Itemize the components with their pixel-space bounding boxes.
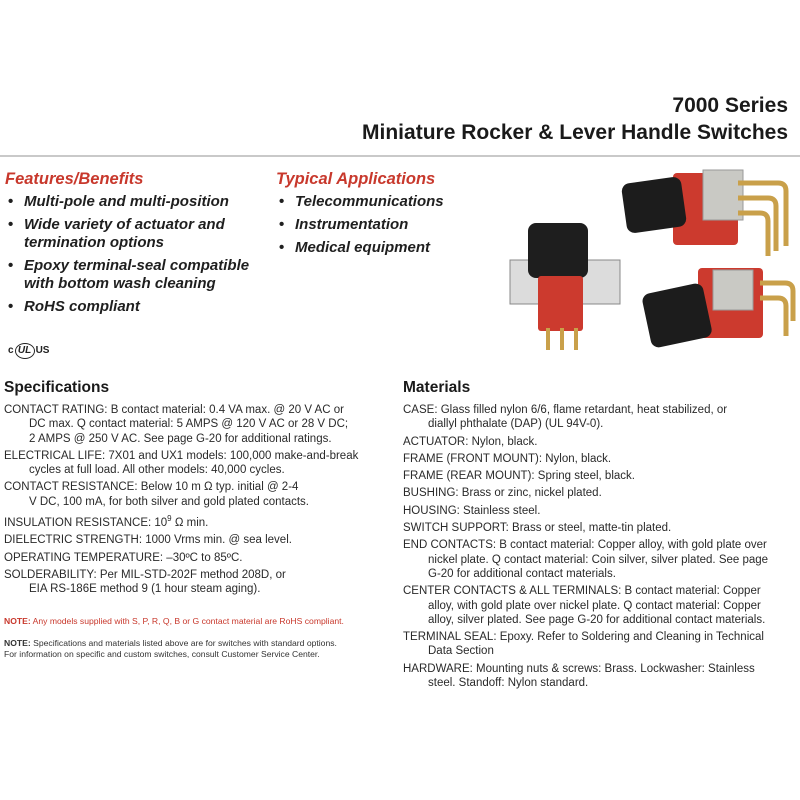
spec-entry-line: 2 AMPS @ 250 V AC. See page G-20 for additional ratings. (29, 432, 332, 445)
spec-entry-line: CONTACT RATING: B contact material: 0.4 VA max. @ 20 V AC or (4, 404, 344, 416)
spec-entry-line: nickel plate. Q contact material: Coin silver, silver plated. See page (428, 553, 769, 566)
spec-entry-line: TERMINAL SEAL: Epoxy. Refer to Soldering and Cleaning in Technical (403, 631, 764, 644)
spec-entry-line: END CONTACTS: B contact material: Copper alloy, with gold plate over (403, 539, 767, 552)
product-photo (498, 168, 798, 368)
spec-entry (4, 551, 394, 565)
culus-certification-mark: c UL US (8, 343, 49, 359)
feature-item (6, 257, 276, 293)
feature-item (6, 298, 276, 316)
spec-entry (4, 533, 394, 547)
header-divider (0, 155, 800, 157)
spec-entry (4, 403, 394, 446)
spec-entry-line: Data Section (428, 645, 494, 658)
spec-entry-line: alloy, with gold plate over nickel plate. Q contact material: Copper (428, 599, 761, 612)
spec-entry-line: ELECTRICAL LIFE: 7X01 and UX1 models: 100,000 make-and-break (4, 449, 359, 462)
specifications-list (4, 403, 394, 599)
feature-item-line: with bottom wash cleaning (24, 275, 216, 292)
spec-entry (403, 521, 798, 535)
feature-item-line: • RoHS compliant (24, 298, 140, 315)
specifications-heading: Specifications (4, 379, 110, 396)
feature-item (6, 193, 276, 211)
spec-entry-line: SOLDERABILITY: Per MIL-STD-202F method 208D, or (4, 568, 286, 581)
application-item: • Instrumentation (277, 216, 497, 234)
spec-entry-line: SWITCH SUPPORT: Brass or steel, matte-tin plated. (403, 522, 672, 535)
switch-top-right (621, 170, 786, 256)
spec-entry (403, 630, 798, 659)
spec-entry-line: cycles at full load. All other models: 40,000 cycles. (29, 464, 285, 477)
spec-entry-line: FRAME (FRONT MOUNT): Nylon, black. (403, 452, 612, 465)
materials-heading: Materials (403, 379, 471, 396)
insulation-resistance-entry: INSULATION RESISTANCE: $10^9$ Ω min. (4, 514, 209, 529)
spec-entry-line: HARDWARE: Mounting nuts & screws: Brass. Lockwasher: Stainless (403, 662, 755, 675)
spec-entry-line: OPERATING TEMPERATURE: –30ºC to 85ºC. (4, 551, 243, 564)
spec-entry (403, 403, 798, 432)
spec-entry-line: BUSHING: Brass or zinc, nickel plated. (403, 487, 602, 500)
spec-entry-line: steel. Standoff: Nylon standard. (428, 677, 589, 690)
spec-entry-line: V DC, 100 mA, for both silver and gold plated contacts. (29, 495, 309, 508)
spec-entry (4, 480, 394, 509)
materials-list (403, 403, 798, 693)
spec-entry-line: alloy, silver plated. See page G-20 for additional contact materials. (428, 613, 766, 626)
title-block (362, 93, 788, 146)
spec-entry (403, 452, 798, 466)
spec-entry-line: diallyl phthalate (DAP) (UL 94V-0). (428, 418, 604, 431)
spec-entry-line: G-20 for additional contact materials. (428, 567, 616, 580)
spec-entry (403, 584, 798, 627)
applications-heading: Typical Applications (276, 170, 436, 188)
applications-list (277, 193, 497, 262)
switch-left (510, 223, 620, 350)
feature-item-line: • Epoxy terminal-seal compatible (24, 257, 250, 274)
spec-entry-line: CENTER CONTACTS & ALL TERMINALS: B contact material: Copper (403, 585, 761, 598)
spec-entry (403, 486, 798, 500)
spec-entry-line: DIELECTRIC STRENGTH: 1000 Vrms min. @ sea level. (4, 534, 292, 547)
spec-entry-line: EIA RS-186E method 9 (1 hour steam aging). (29, 583, 261, 596)
spec-entry (403, 538, 798, 581)
spec-entry (403, 469, 798, 483)
features-list (6, 193, 276, 321)
feature-item-line: termination options (24, 234, 164, 251)
spec-entry-line: FRAME (REAR MOUNT): Spring steel, black. (403, 470, 635, 483)
application-item: • Medical equipment (277, 239, 497, 257)
feature-item-line: • Wide variety of actuator and (24, 216, 225, 233)
spec-entry-line: HOUSING: Stainless steel. (403, 504, 541, 517)
rohs-note: NOTE: Any models supplied with S, P, R, Q, B or G contact material are RoHS compliant. (4, 616, 344, 626)
spec-entry (4, 568, 394, 597)
spec-entry (403, 435, 798, 449)
page-title: Miniature Rocker & Lever Handle Switches (362, 121, 788, 144)
spec-entry (4, 449, 394, 478)
features-heading: Features/Benefits (5, 170, 144, 188)
spec-entry-line: DC max. Q contact material: 5 AMPS @ 120 V AC or 28 V DC; (29, 418, 349, 431)
feature-item (6, 216, 276, 252)
spec-entry-line: CONTACT RESISTANCE: Below 10 m Ω typ. initial @ 2-4 (4, 481, 299, 494)
spec-entry-line: ACTUATOR: Nylon, black. (403, 435, 538, 448)
series-title: 7000 Series (672, 94, 788, 117)
switch-bottom-right (641, 268, 793, 349)
application-item: • Telecommunications (277, 193, 497, 211)
spec-entry-line: CASE: Glass filled nylon 6/6, flame retardant, heat stabilized, or (403, 404, 728, 416)
spec-entry (403, 662, 798, 691)
spec-entry (403, 504, 798, 518)
feature-item-line: • Multi-pole and multi-position (24, 193, 229, 210)
standard-options-note: NOTE: Specifications and materials listed above are for switches with standard options. For information on specific and custom switches, consult Customer Service Center. (4, 638, 337, 659)
